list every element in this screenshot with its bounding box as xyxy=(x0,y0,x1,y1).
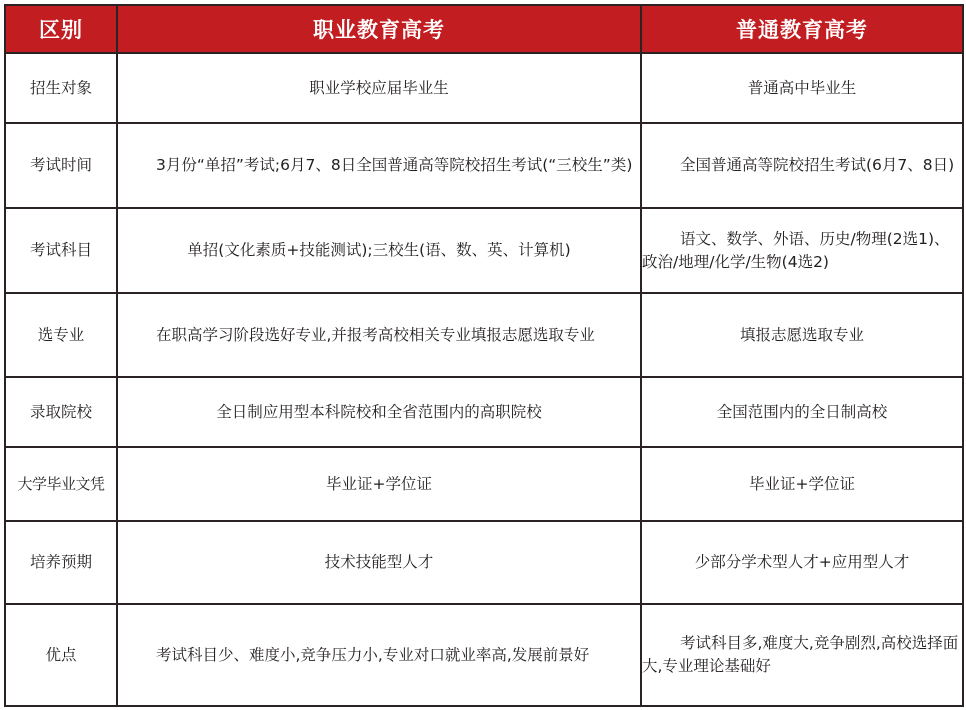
cell-text: 考试科目少、难度小,竞争压力小,专业对口就业率高,发展前景好 xyxy=(156,645,590,664)
table-row xyxy=(5,208,963,293)
general-cell: 少部分学术型人才+应用型人才 xyxy=(641,521,963,604)
general-cell xyxy=(641,123,963,208)
general-cell: 普通高中毕业生 xyxy=(641,53,963,123)
table-row xyxy=(5,377,963,447)
general-cell xyxy=(641,208,963,293)
table-row xyxy=(5,604,963,706)
cell-text: 全国普通高等院校招生考试(6月7、8日) xyxy=(680,156,955,174)
vocational-cell: 技术技能型人才 xyxy=(117,521,641,604)
cell-text: 在职高学习阶段选好专业,并报考高校相关专业填报志愿选取专业 xyxy=(156,325,595,344)
table-row xyxy=(5,521,963,604)
row-label: 培养预期 xyxy=(5,521,117,604)
table-row xyxy=(5,123,963,208)
general-cell: 毕业证+学位证 xyxy=(641,447,963,521)
header-category: 区别 xyxy=(5,5,117,53)
general-cell: 全国范围内的全日制高校 xyxy=(641,377,963,447)
row-label: 选专业 xyxy=(5,293,117,377)
cell-text: 语文、数学、外语、历史/物理(2选1)、政治/地理/化学/生物(4选2) xyxy=(642,229,950,271)
cell-text: 3月份“单招”考试;6月7、8日全国普通高等院校招生考试(“三校生”类) xyxy=(156,156,633,174)
header-general: 普通教育高考 xyxy=(641,5,963,53)
general-cell xyxy=(641,604,963,706)
table-row xyxy=(5,447,963,521)
header-vocational: 职业教育高考 xyxy=(117,5,641,53)
vocational-cell xyxy=(117,123,641,208)
vocational-cell: 职业学校应届毕业生 xyxy=(117,53,641,123)
vocational-cell xyxy=(117,604,641,706)
row-label: 招生对象 xyxy=(5,53,117,123)
row-label: 优点 xyxy=(5,604,117,706)
row-label: 录取院校 xyxy=(5,377,117,447)
general-cell: 填报志愿选取专业 xyxy=(641,293,963,377)
row-label: 大学毕业文凭 xyxy=(5,447,117,521)
row-label: 考试时间 xyxy=(5,123,117,208)
comparison-table xyxy=(4,4,964,707)
vocational-cell xyxy=(117,293,641,377)
row-label: 考试科目 xyxy=(5,208,117,293)
cell-text: 考试科目多,难度大,竞争剧烈,高校选择面大,专业理论基础好 xyxy=(642,634,959,675)
header-row xyxy=(5,5,963,53)
vocational-cell: 单招(文化素质+技能测试);三校生(语、数、英、计算机) xyxy=(117,208,641,293)
table-row xyxy=(5,293,963,377)
vocational-cell: 毕业证+学位证 xyxy=(117,447,641,521)
vocational-cell: 全日制应用型本科院校和全省范围内的高职院校 xyxy=(117,377,641,447)
table-row xyxy=(5,53,963,123)
